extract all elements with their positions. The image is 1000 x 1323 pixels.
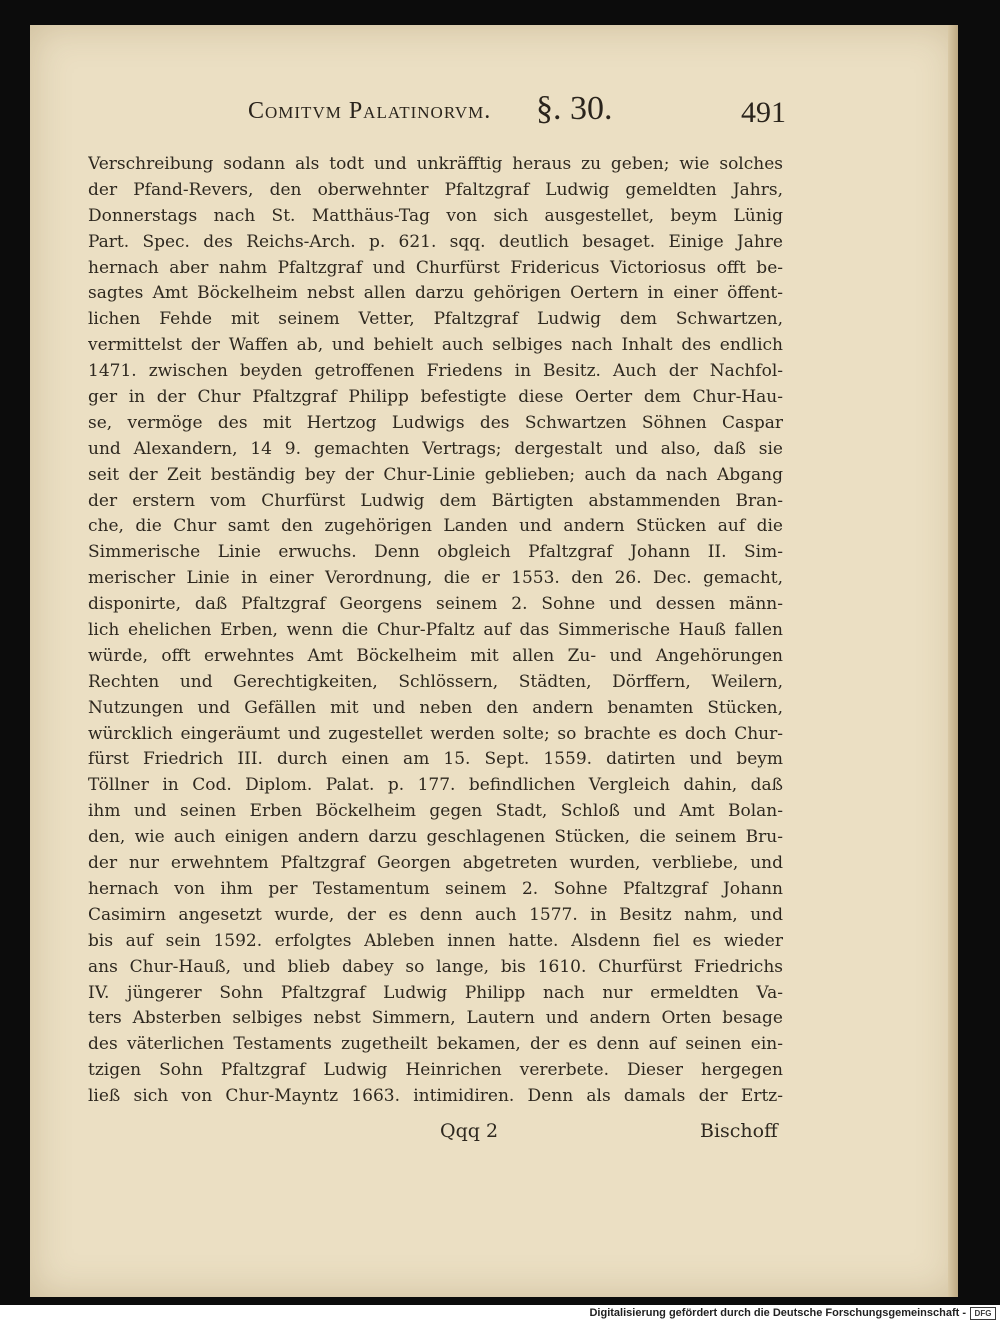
catchword: Bischoff [700,1120,778,1142]
text-line: tzigen Sohn Pfaltzgraf Ludwig Heinrichen vererbete. Dieser hergegen [88,1060,783,1081]
text-line: seit der Zeit beständig bey der Chur-Linie geblieben; auch da nach Abgang [88,464,783,485]
text-line: lichen Fehde mit seinem Vetter, Pfaltzgraf Ludwig dem Schwartzen, [88,309,783,330]
dfg-logo: DFG [970,1307,996,1320]
text-line: sagtes Amt Böckelheim nebst allen darzu gehörigen Oertern in einer öffent- [88,283,783,304]
text-line: ihm und seinen Erben Böckelheim gegen Stadt, Schloß und Amt Bolan- [88,801,783,822]
text-line: Verschreibung sodann als todt und unkräfftig heraus zu geben; wie solches [88,154,783,174]
text-line: Simmerische Linie erwuchs. Denn obgleich Pfaltzgraf Johann II. Sim- [88,542,783,563]
page-edge [948,25,958,1297]
text-line: des väterlichen Testaments zugetheilt bekamen, der es denn auf seinen ein- [88,1034,783,1055]
text-line: bis auf sein 1592. erfolgtes Ableben innen hatte. Alsdenn fiel es wieder [88,930,783,951]
funding-credit: Digitalisierung gefördert durch die Deutsche Forschungsgemeinschaft - [589,1307,966,1319]
text-line: würde, offt erwehntes Amt Böckelheim mit allen Zu- und Angehörungen [88,645,783,666]
text-line: Nutzungen und Gefällen mit und neben den andern benamten Stücken, [88,697,783,718]
text-line: IV. jüngerer Sohn Pfaltzgraf Ludwig Philipp nach nur ermeldten Va- [88,982,783,1003]
page-header [218,90,788,130]
text-line: che, die Chur samt den zugehörigen Landen und andern Stücken auf die [88,516,783,537]
text-line: hernach von ihm per Testamentum seinem 2. Sohne Pfaltzgraf Johann [88,878,783,899]
text-line: ans Chur-Hauß, und blieb dabey so lange, bis 1610. Churfürst Friedrichs [88,956,783,977]
text-line: lich ehelichen Erben, wenn die Chur-Pfaltz auf das Simmerische Hauß fallen [88,620,783,641]
text-line: der erstern vom Churfürst Ludwig dem Bärtigten abstammenden Bran- [88,490,783,511]
text-line: Rechten und Gerechtigkeiten, Schlössern, Städten, Dörffern, Weilern, [88,671,783,692]
text-line: Töllner in Cod. Diplom. Palat. p. 177. befindlichen Vergleich dahin, daß [88,775,783,796]
text-line: disponirte, daß Pfaltzgraf Georgens seinem 2. Sohne und dessen männ- [88,594,783,615]
text-line: fürst Friedrich III. durch einen am 15. Sept. 1559. datirten und beym [88,749,783,770]
text-line: 1471. zwischen beyden getroffenen Friedens in Besitz. Auch der Nachfol- [88,361,783,382]
text-line: würcklich eingeräumt und zugestellet werden solte; so brachte es doch Chur- [88,723,783,744]
text-line: vermittelst der Waffen ab, und behielt auch selbiges nach Inhalt des endlich [88,335,783,356]
text-line: den, wie auch einigen andern darzu geschlagenen Stücken, die seinem Bru- [88,827,783,848]
text-line: Donnerstags nach St. Matthäus-Tag von sich ausgestellet, beym Lünig [88,205,783,226]
text-line: der Pfand-Revers, den oberwehnter Pfaltzgraf Ludwig gemeldten Jahrs, [88,179,783,200]
text-line: ger in der Chur Pfaltzgraf Philipp befestigte diese Oerter dem Chur-Hau- [88,387,783,408]
section-number: §. 30. [536,90,613,127]
credit-bar [0,1305,1000,1323]
text-line: und Alexandern, 14 9. gemachten Vertrags; dergestalt und also, daß sie [88,438,783,459]
text-line: ließ sich von Chur-Mayntz 1663. intimidiren. Denn als damals der Ertz- [88,1086,783,1107]
text-line: hernach aber nahm Pfaltzgraf und Churfürst Fridericus Victoriosus offt be- [88,257,783,278]
text-line: se, vermöge des mit Hertzog Ludwigs des Schwartzen Söhnen Caspar [88,412,783,433]
signature-mark: Qqq 2 [440,1120,499,1142]
body-text [88,152,783,1110]
text-line: merischer Linie in einer Verordnung, die er 1553. den 26. Dec. gemacht, [88,568,783,589]
text-line: Casimirn angesetzt wurde, der es denn auch 1577. in Besitz nahm, und [88,904,783,925]
text-line: ters Absterben selbiges nebst Simmern, Lautern und andern Orten besage [88,1008,783,1029]
text-line: Part. Spec. des Reichs-Arch. p. 621. sqq. deutlich besaget. Einige Jahre [88,231,783,252]
text-line: der nur erwehntem Pfaltzgraf Georgen abgetreten wurden, verbliebe, und [88,853,783,874]
running-title: Comitvm Palatinorvm. [248,98,492,124]
page-number: 491 [741,96,786,129]
